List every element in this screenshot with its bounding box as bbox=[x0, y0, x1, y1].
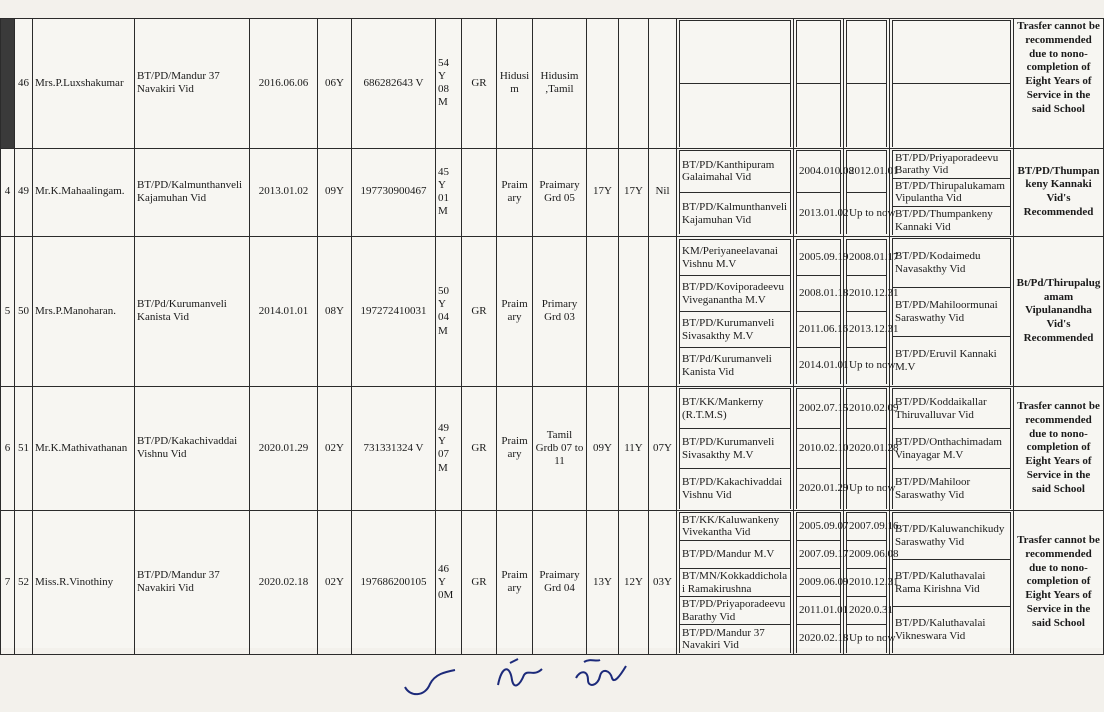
age-cell: 50 Y 04 M bbox=[436, 236, 462, 387]
service-years-cell: 08Y bbox=[318, 236, 352, 387]
nic-cell: 686282643 V bbox=[352, 19, 436, 149]
medium-cell: Praimary bbox=[497, 387, 533, 511]
recommendation-cell: Trasfer cannot be recommended due to nono-completion of Eight Years of Service in the said School bbox=[1014, 387, 1104, 511]
grade-cell: GR bbox=[462, 510, 497, 655]
service-other-cell bbox=[649, 236, 677, 387]
history-school-cell bbox=[677, 236, 794, 387]
history-to-item: 2007.09.16 bbox=[847, 513, 887, 541]
history-to-item bbox=[847, 84, 887, 147]
table-row bbox=[1, 236, 1104, 387]
history-school-item: BT/PD/Priyaporadeevu Barathy Vid bbox=[680, 597, 791, 625]
school-cell: BT/PD/Mandur 37 Navakiri Vid bbox=[135, 19, 250, 149]
service-total-cell: 17Y bbox=[587, 148, 619, 236]
history-from-item: 2004.010.08 bbox=[797, 150, 841, 192]
history-from-cell-list bbox=[796, 150, 854, 235]
medium-cell: Praimary bbox=[497, 236, 533, 387]
table-row bbox=[1, 510, 1104, 655]
history-to-cell bbox=[844, 387, 899, 511]
service-zone-cell: 12Y bbox=[619, 510, 649, 655]
history-from-item: 2005.09.19 bbox=[797, 240, 841, 276]
requested-schools-list bbox=[892, 238, 1011, 386]
history-to-item: 2020.0.31 bbox=[847, 597, 887, 625]
requested-school-item: BT/PD/Onthachimadam Vinayagar M.V bbox=[893, 429, 1011, 469]
history-to-item: Up to now bbox=[847, 625, 887, 653]
medium-cell: Praimary bbox=[497, 510, 533, 655]
history-to-item: 2010.02.09 bbox=[847, 389, 887, 429]
requested-schools-cell bbox=[890, 387, 1014, 511]
nic-cell: 197686200105 bbox=[352, 510, 436, 655]
history-school-item: BT/KK/Mankerny (R.T.M.S) bbox=[680, 389, 791, 429]
history-from-item: 2009.06.09 bbox=[797, 569, 841, 597]
service-other-cell: 03Y bbox=[649, 510, 677, 655]
history-to-item: 2008.01.17 bbox=[847, 240, 887, 276]
history-school-item bbox=[680, 21, 791, 84]
serial-cell: 50 bbox=[15, 236, 33, 387]
history-from-cell-list bbox=[796, 239, 849, 384]
history-to-cell-list bbox=[846, 150, 899, 235]
age-cell: 46 Y 0M bbox=[436, 510, 462, 655]
history-school-item: KM/Periyaneelavanai Vishnu M.V bbox=[680, 240, 791, 276]
requested-schools-cell bbox=[890, 236, 1014, 387]
service-zone-cell bbox=[619, 236, 649, 387]
history-from-cell-list bbox=[796, 388, 849, 509]
service-other-cell bbox=[649, 19, 677, 149]
prev-serial-cell bbox=[1, 19, 15, 149]
service-total-cell: 13Y bbox=[587, 510, 619, 655]
nic-cell: 731331324 V bbox=[352, 387, 436, 511]
history-school-item: BT/PD/Koviporadeevu Viveganantha M.V bbox=[680, 276, 791, 312]
school-cell: BT/Pd/Kurumanveli Kanista Vid bbox=[135, 236, 250, 387]
service-total-cell bbox=[587, 19, 619, 149]
requested-school-item: BT/PD/Mahiloormunai Saraswathy Vid bbox=[893, 287, 1011, 336]
recommendation-cell: Trasfer cannot be recommended due to nono-completion of Eight Years of Service in the said School bbox=[1014, 510, 1104, 655]
history-school-cell bbox=[677, 510, 794, 655]
subject-cell: Praimary Grd 04 bbox=[533, 510, 587, 655]
history-from-item: 2007.09.17 bbox=[797, 541, 841, 569]
requested-school-item bbox=[893, 84, 1011, 147]
requested-schools-list bbox=[892, 20, 1011, 147]
history-school-item: BT/MN/Kokkaddicholai Ramakirushna bbox=[680, 568, 791, 596]
requested-schools-list bbox=[892, 150, 1011, 235]
history-school-item: BT/PD/Kurumanveli Sivasakthy M.V bbox=[680, 429, 791, 469]
service-total-cell bbox=[587, 236, 619, 387]
appointed-date-cell: 2020.02.18 bbox=[250, 510, 318, 655]
subject-cell: Praimary Grd 05 bbox=[533, 148, 587, 236]
table-row bbox=[1, 387, 1104, 511]
nic-cell: 197272410031 bbox=[352, 236, 436, 387]
history-from-cell bbox=[794, 236, 849, 387]
requested-school-item: BT/PD/Kodaimedu Navasakthy Vid bbox=[893, 238, 1011, 287]
service-zone-cell: 11Y bbox=[619, 387, 649, 511]
history-from-item: 2002.07.15 bbox=[797, 389, 841, 429]
recommendation-cell: BT/PD/Thumpankeny Kannaki Vid's Recommended bbox=[1014, 148, 1104, 236]
requested-school-item: BT/PD/Kaluthavalai Vikneswara Vid bbox=[893, 606, 1011, 653]
history-school-item: BT/PD/Kakachivaddai Vishnu Vid bbox=[680, 469, 791, 509]
medium-cell: Hidusim bbox=[497, 19, 533, 149]
history-from-cell bbox=[794, 148, 854, 236]
history-from-item: 2005.09.07 bbox=[797, 513, 841, 541]
requested-school-item: BT/PD/Kaluthavalai Rama Kirishna Vid bbox=[893, 559, 1011, 606]
history-to-item bbox=[847, 21, 887, 84]
subject-cell: Tamil Grdb 07 to 11 bbox=[533, 387, 587, 511]
service-years-cell: 09Y bbox=[318, 148, 352, 236]
signature-area bbox=[0, 650, 1103, 712]
history-school-cell-list bbox=[679, 20, 791, 147]
history-to-cell bbox=[844, 236, 899, 387]
service-zone-cell bbox=[619, 19, 649, 149]
history-from-cell-list bbox=[796, 512, 849, 653]
history-school-item: BT/PD/Kanthipuram Galaimahal Vid bbox=[680, 150, 791, 192]
signature-1 bbox=[400, 662, 460, 702]
history-school-item: BT/KK/Kaluwankeny Vivekantha Vid bbox=[680, 512, 791, 540]
prev-serial-cell: 6 bbox=[1, 387, 15, 511]
history-to-item: 2020.01.28 bbox=[847, 429, 887, 469]
history-from-cell bbox=[794, 19, 844, 149]
service-years-cell: 02Y bbox=[318, 387, 352, 511]
signature-3 bbox=[570, 656, 630, 701]
history-school-item: BT/PD/Mandur M.V bbox=[680, 540, 791, 568]
history-school-cell bbox=[677, 148, 794, 236]
medium-cell: Praimary bbox=[497, 148, 533, 236]
history-to-cell bbox=[844, 19, 890, 149]
appointed-date-cell: 2016.06.06 bbox=[250, 19, 318, 149]
history-to-item: 2010.12.31 bbox=[847, 276, 887, 312]
history-from-item: 2011.06.16 bbox=[797, 312, 841, 348]
history-to-item: 2012.01.01 bbox=[847, 150, 887, 192]
requested-school-item: BT/PD/Thumpankeny Kannaki Vid bbox=[893, 207, 1011, 235]
history-to-cell-list bbox=[846, 20, 887, 147]
history-school-cell-list bbox=[679, 512, 791, 653]
age-cell: 45 Y 01 M bbox=[436, 148, 462, 236]
serial-cell: 49 bbox=[15, 148, 33, 236]
grade-cell: GR bbox=[462, 19, 497, 149]
history-school-item: BT/PD/Kurumanveli Sivasakthy M.V bbox=[680, 312, 791, 348]
requested-schools-list bbox=[892, 512, 1011, 654]
requested-school-item: BT/PD/Mahiloor Saraswathy Vid bbox=[893, 469, 1011, 509]
requested-schools-list bbox=[892, 388, 1011, 509]
history-school-cell bbox=[677, 19, 794, 149]
history-school-cell-list bbox=[679, 388, 791, 509]
name-cell: Mr.K.Mahaalingam. bbox=[33, 148, 135, 236]
requested-schools-cell bbox=[890, 19, 1014, 149]
grade-cell: GR bbox=[462, 387, 497, 511]
signature-2 bbox=[490, 655, 550, 700]
prev-serial-cell: 5 bbox=[1, 236, 15, 387]
history-school-item: BT/PD/Kalmunthanveli Kajamuhan Vid bbox=[680, 192, 791, 234]
history-to-cell-list bbox=[846, 239, 899, 384]
history-from-item: 2020.01.29 bbox=[797, 469, 841, 509]
requested-school-item: BT/PD/Thirupalukamam Vipulantha Vid bbox=[893, 178, 1011, 206]
school-cell: BT/PD/Kalmunthanveli Kajamuhan Vid bbox=[135, 148, 250, 236]
grade-cell bbox=[462, 148, 497, 236]
history-school-item: BT/PD/Mandur 37 Navakiri Vid bbox=[680, 625, 791, 653]
history-from-item: 2011.01.01 bbox=[797, 597, 841, 625]
history-from-item bbox=[797, 84, 841, 147]
name-cell: Mr.K.Mathivathanan bbox=[33, 387, 135, 511]
requested-school-item bbox=[893, 21, 1011, 84]
requested-school-item: BT/PD/Eruvil Kannaki M.V bbox=[893, 336, 1011, 385]
history-to-cell bbox=[844, 148, 899, 236]
appointed-date-cell: 2013.01.02 bbox=[250, 148, 318, 236]
history-from-cell bbox=[794, 387, 849, 511]
prev-serial-cell: 4 bbox=[1, 148, 15, 236]
name-cell: Miss.R.Vinothiny bbox=[33, 510, 135, 655]
prev-serial-cell: 7 bbox=[1, 510, 15, 655]
history-school-cell-list bbox=[679, 150, 791, 235]
history-from-item: 2020.02.18 bbox=[797, 625, 841, 653]
school-cell: BT/PD/Mandur 37 Navakiri Vid bbox=[135, 510, 250, 655]
history-school-cell-list bbox=[679, 239, 791, 384]
history-school-item bbox=[680, 84, 791, 147]
recommendation-cell: Bt/Pd/Thirupalugamam Vipulanandha Vid's Recommended bbox=[1014, 236, 1104, 387]
subject-cell: Hidusim ,Tamil bbox=[533, 19, 587, 149]
school-cell: BT/PD/Kakachivaddai Vishnu Vid bbox=[135, 387, 250, 511]
service-zone-cell: 17Y bbox=[619, 148, 649, 236]
service-other-cell: Nil bbox=[649, 148, 677, 236]
name-cell: Mrs.P.Luxshakumar bbox=[33, 19, 135, 149]
transfer-table bbox=[0, 18, 1104, 655]
history-from-cell-list bbox=[796, 20, 841, 147]
recommendation-cell: Trasfer cannot be recommended due to nono-completion of Eight Years of Service in the said School bbox=[1014, 19, 1104, 149]
history-to-item: Up to now bbox=[847, 469, 887, 509]
history-from-cell bbox=[794, 510, 849, 655]
age-cell: 49 Y 07 M bbox=[436, 387, 462, 511]
name-cell: Mrs.P.Manoharan. bbox=[33, 236, 135, 387]
table-row bbox=[1, 19, 1104, 149]
table-row bbox=[1, 148, 1104, 236]
history-to-cell-list bbox=[846, 512, 899, 653]
history-school-cell bbox=[677, 387, 794, 511]
service-total-cell: 09Y bbox=[587, 387, 619, 511]
history-from-item bbox=[797, 21, 841, 84]
requested-schools-cell bbox=[890, 510, 1014, 655]
transfer-sheet bbox=[0, 18, 1103, 652]
serial-cell: 51 bbox=[15, 387, 33, 511]
service-other-cell: 07Y bbox=[649, 387, 677, 511]
requested-school-item: BT/PD/Priyaporadeevu Barathy Vid bbox=[893, 150, 1011, 178]
history-from-item: 2013.01.02 bbox=[797, 192, 841, 234]
history-to-item: 2010.12.31 bbox=[847, 569, 887, 597]
subject-cell: Primary Grd 03 bbox=[533, 236, 587, 387]
grade-cell: GR bbox=[462, 236, 497, 387]
appointed-date-cell: 2014.01.01 bbox=[250, 236, 318, 387]
nic-cell: 197730900467 bbox=[352, 148, 436, 236]
history-from-item: 2008.01.18 bbox=[797, 276, 841, 312]
service-years-cell: 02Y bbox=[318, 510, 352, 655]
appointed-date-cell: 2020.01.29 bbox=[250, 387, 318, 511]
requested-school-item: BT/PD/Koddaikallar Thiruvalluvar Vid bbox=[893, 389, 1011, 429]
requested-school-item: BT/PD/Kaluwanchikudy Saraswathy Vid bbox=[893, 512, 1011, 559]
age-cell: 54 Y 08 M bbox=[436, 19, 462, 149]
history-from-item: 2010.02.10 bbox=[797, 429, 841, 469]
history-to-cell bbox=[844, 510, 899, 655]
history-from-item: 2014.01.01 bbox=[797, 348, 841, 384]
history-school-item: BT/Pd/Kurumanveli Kanista Vid bbox=[680, 348, 791, 384]
serial-cell: 46 bbox=[15, 19, 33, 149]
history-to-cell-list bbox=[846, 388, 899, 509]
serial-cell: 52 bbox=[15, 510, 33, 655]
history-to-item: 2013.12.31 bbox=[847, 312, 887, 348]
table-body bbox=[1, 19, 1104, 655]
history-to-item: Up to now bbox=[847, 348, 887, 384]
history-to-item: 2009.06.08 bbox=[847, 541, 887, 569]
service-years-cell: 06Y bbox=[318, 19, 352, 149]
history-to-item: Up to now bbox=[847, 192, 887, 234]
requested-schools-cell bbox=[890, 148, 1014, 236]
